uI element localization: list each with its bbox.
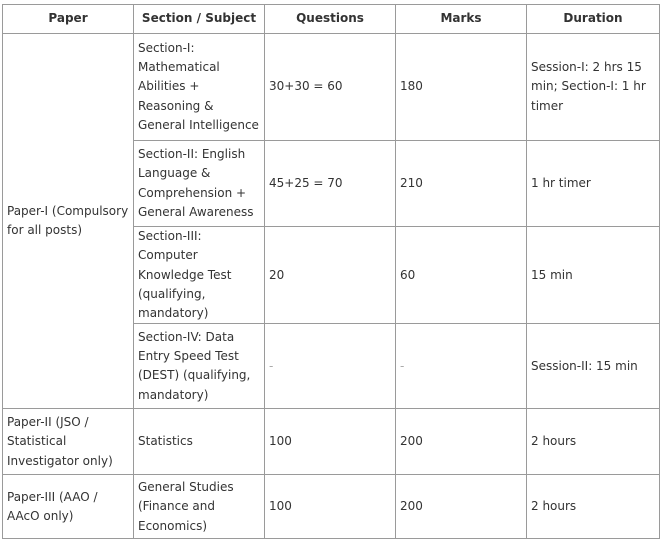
marks-cell: - <box>396 324 527 409</box>
questions-cell: 45+25 = 70 <box>265 141 396 227</box>
header-paper: Paper <box>3 5 134 34</box>
section-cell: Section-IV: Data Entry Speed Test (DEST) (qualifying, mandatory) <box>134 324 265 409</box>
marks-cell: 200 <box>396 475 527 539</box>
questions-cell: 100 <box>265 409 396 475</box>
questions-cell: - <box>265 324 396 409</box>
marks-cell: 60 <box>396 227 527 324</box>
duration-cell: Session-I: 2 hrs 15 min; Section-I: 1 hr timer <box>527 34 660 141</box>
marks-cell: 180 <box>396 34 527 141</box>
questions-cell: 100 <box>265 475 396 539</box>
exam-pattern-table <box>2 4 660 539</box>
questions-cell: 30+30 = 60 <box>265 34 396 141</box>
duration-cell: 2 hours <box>527 475 660 539</box>
paper-cell: Paper-III (AAO / AAcO only) <box>3 475 134 539</box>
duration-cell: Session-II: 15 min <box>527 324 660 409</box>
section-cell: Section-I: Mathematical Abilities + Reasoning & General Intelligence <box>134 34 265 141</box>
questions-cell: 20 <box>265 227 396 324</box>
marks-cell: 210 <box>396 141 527 227</box>
duration-cell: 1 hr timer <box>527 141 660 227</box>
paper-cell: Paper-I (Compulsory for all posts) <box>3 34 134 409</box>
header-row <box>3 5 660 34</box>
header-questions: Questions <box>265 5 396 34</box>
duration-cell: 2 hours <box>527 409 660 475</box>
table-row <box>3 475 660 539</box>
duration-cell: 15 min <box>527 227 660 324</box>
table-row <box>3 34 660 141</box>
section-cell: Statistics <box>134 409 265 475</box>
paper-cell: Paper-II (JSO / Statistical Investigator only) <box>3 409 134 475</box>
header-marks: Marks <box>396 5 527 34</box>
header-duration: Duration <box>527 5 660 34</box>
marks-cell: 200 <box>396 409 527 475</box>
table-row <box>3 409 660 475</box>
section-cell: Section-II: English Language & Comprehension + General Awareness <box>134 141 265 227</box>
header-section: Section / Subject <box>134 5 265 34</box>
section-cell: Section-III: Computer Knowledge Test (qualifying, mandatory) <box>134 227 265 324</box>
section-cell: General Studies (Finance and Economics) <box>134 475 265 539</box>
